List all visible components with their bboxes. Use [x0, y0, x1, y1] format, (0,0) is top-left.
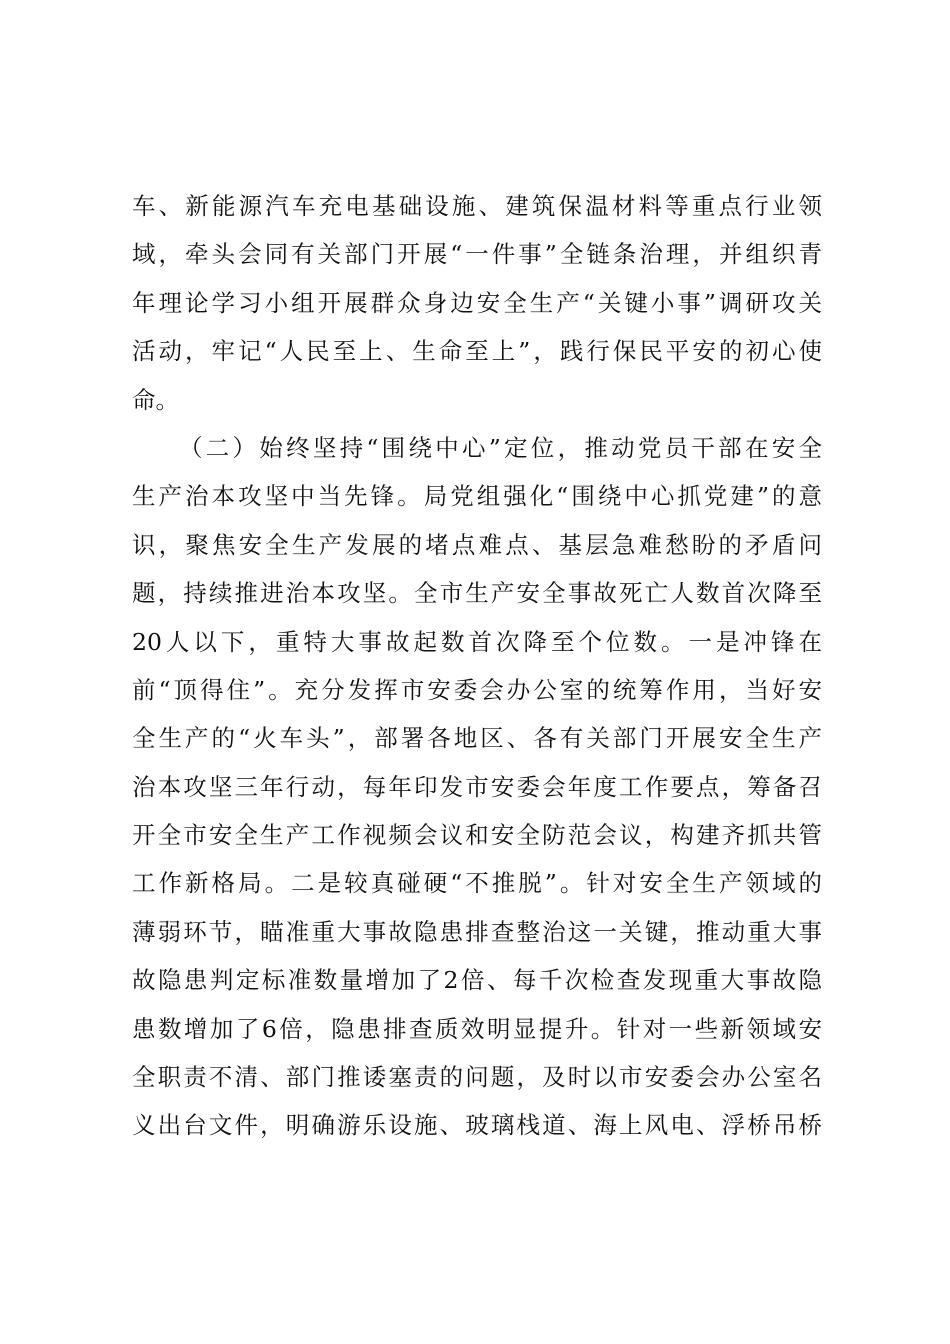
text-line: 工作新格局。二是较真碰硬“不推脱”。针对安全生产领域的 [132, 869, 822, 898]
text-line: 患数增加了6倍，隐患排查质效明显提升。针对一些新领域安 [132, 1014, 822, 1043]
text-line: 20人以下，重特大事故起数首次降至个位数。一是冲锋在 [132, 627, 822, 656]
text-line: 治本攻坚三年行动，每年印发市安委会年度工作要点，筹备召 [132, 772, 822, 801]
text-line: 活动，牢记“人民至上、生命至上”，践行保民平安的初心使 [132, 337, 822, 366]
text-line: 车、新能源汽车充电基础设施、建筑保温材料等重点行业领 [132, 192, 822, 220]
text-line: 年理论学习小组开展群众身边安全生产“关键小事”调研攻关 [132, 288, 822, 317]
text-line: 义出台文件，明确游乐设施、玻璃栈道、海上风电、浮桥吊桥 [132, 1111, 822, 1140]
text-line: 命。 [132, 385, 179, 414]
text-line: 故隐患判定标准数量增加了2倍、每千次检查发现重大事故隐 [132, 966, 822, 995]
text-line: 前“顶得住”。充分发挥市安委会办公室的统筹作用，当好安 [132, 675, 822, 704]
text-line: 薄弱环节，瞄准重大事故隐患排查整治这一关键，推动重大事 [132, 917, 822, 946]
body-text [132, 182, 822, 1150]
text-line: 域，牵头会同有关部门开展“一件事”全链条治理，并组织青 [132, 240, 822, 269]
section-heading-line: （二）始终坚持“围绕中心”定位，推动党员干部在安全 [179, 433, 822, 462]
text-line: 识，聚焦安全生产发展的堵点难点、基层急难愁盼的矛盾问 [132, 530, 822, 559]
text-line: 全生产的“火车头”，部署各地区、各有关部门开展安全生产 [132, 724, 822, 753]
text-line: 题，持续推进治本攻坚。全市生产安全事故死亡人数首次降至 [132, 579, 822, 608]
text-line: 全职责不清、部门推诿塞责的问题，及时以市安委会办公室名 [132, 1063, 822, 1092]
text-line: 开全市安全生产工作视频会议和安全防范会议，构建齐抓共管 [132, 821, 822, 850]
text-line: 生产治本攻坚中当先锋。局党组强化“围绕中心抓党建”的意 [132, 482, 822, 511]
